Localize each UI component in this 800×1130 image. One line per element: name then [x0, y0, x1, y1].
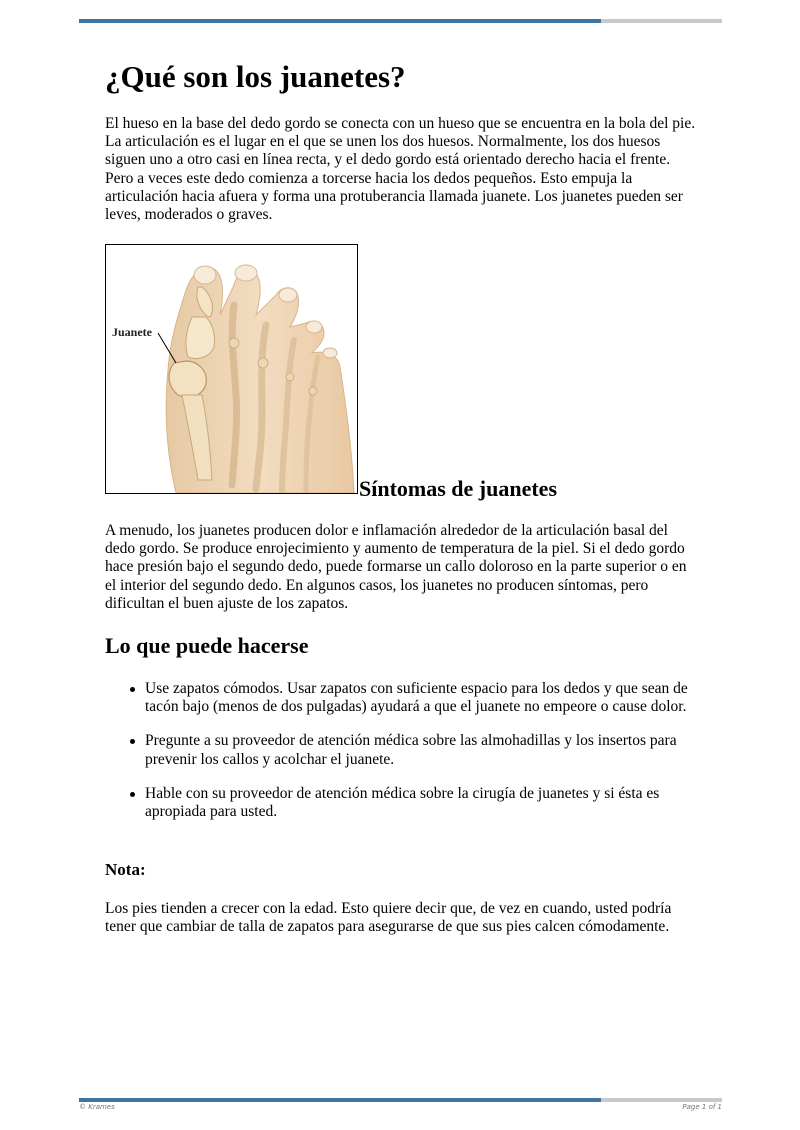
foot-bunion-illustration	[105, 244, 358, 494]
bullet-icon	[130, 687, 135, 692]
page-title: ¿Qué son los juanetes?	[105, 59, 406, 94]
footer-rule-accent	[79, 1098, 601, 1102]
foot-illustration-svg	[106, 245, 357, 493]
intro-paragraph: El hueso en la base del dedo gordo se conecta con un hueso que se encuentra en la bola del pie. La articulación es el lugar en el que se unen los dos huesos. Normalmente, los dos huesos siguen uno a otro casi en línea recta, y el dedo gordo está orientado derecho hacia el frente. Pero a veces este dedo comienza a torcerse hacia los dedos pequeños. Esto empuja la articulación hacia afuera y forma una protuberancia llamada juanete. Los juanetes pueden ser leves, moderados o graves.	[105, 115, 696, 224]
footer-page-number: Page 1 of 1	[682, 1103, 722, 1111]
list-item-text: Use zapatos cómodos. Usar zapatos con suficiente espacio para los dedos y que sean de tacón bajo (menos de dos pulgadas) ayudará a que el juanete no empeore o cause dolor.	[145, 680, 688, 716]
what-to-do-heading: Lo que puede hacerse	[105, 633, 309, 658]
what-to-do-list	[105, 680, 700, 837]
note-paragraph: Los pies tienden a crecer con la edad. Esto quiere decir que, de vez en cuando, usted podría tener que cambiar de talla de zapatos para asegurarse de que sus pies calcen cómodamente.	[105, 900, 672, 936]
footer-copyright: © Krames	[79, 1103, 115, 1111]
symptoms-paragraph: A menudo, los juanetes producen dolor e inflamación alrededor de la articulación basal del dedo gordo. Se produce enrojecimiento y aumento de temperatura de la piel. Si el dedo gordo hace presión bajo el segundo dedo, puede formarse un callo doloroso en la parte superior o en el interior del segundo dedo. En algunos casos, los juanetes no producen síntomas, pero dificultan el buen ajuste de los zapatos.	[105, 522, 687, 612]
list-item-text: Hable con su proveedor de atención médica sobre la cirugía de juanetes y si ésta es apropiada para usted.	[145, 784, 660, 821]
bullet-icon	[130, 739, 135, 744]
header-rule	[79, 19, 722, 23]
list-item	[105, 732, 700, 768]
note-heading: Nota:	[105, 860, 146, 879]
bullet-icon	[130, 792, 135, 797]
list-item-text: Pregunte a su proveedor de atención médica sobre las almohadillas y los insertos para prevenir los callos y acolchar el juanete.	[145, 732, 677, 768]
symptoms-heading: Síntomas de juanetes	[359, 476, 558, 501]
header-rule-accent	[79, 19, 601, 23]
list-item	[105, 785, 700, 821]
footer-rule	[79, 1098, 722, 1102]
list-item	[105, 680, 700, 716]
bunion-label: Juanete	[112, 325, 152, 339]
